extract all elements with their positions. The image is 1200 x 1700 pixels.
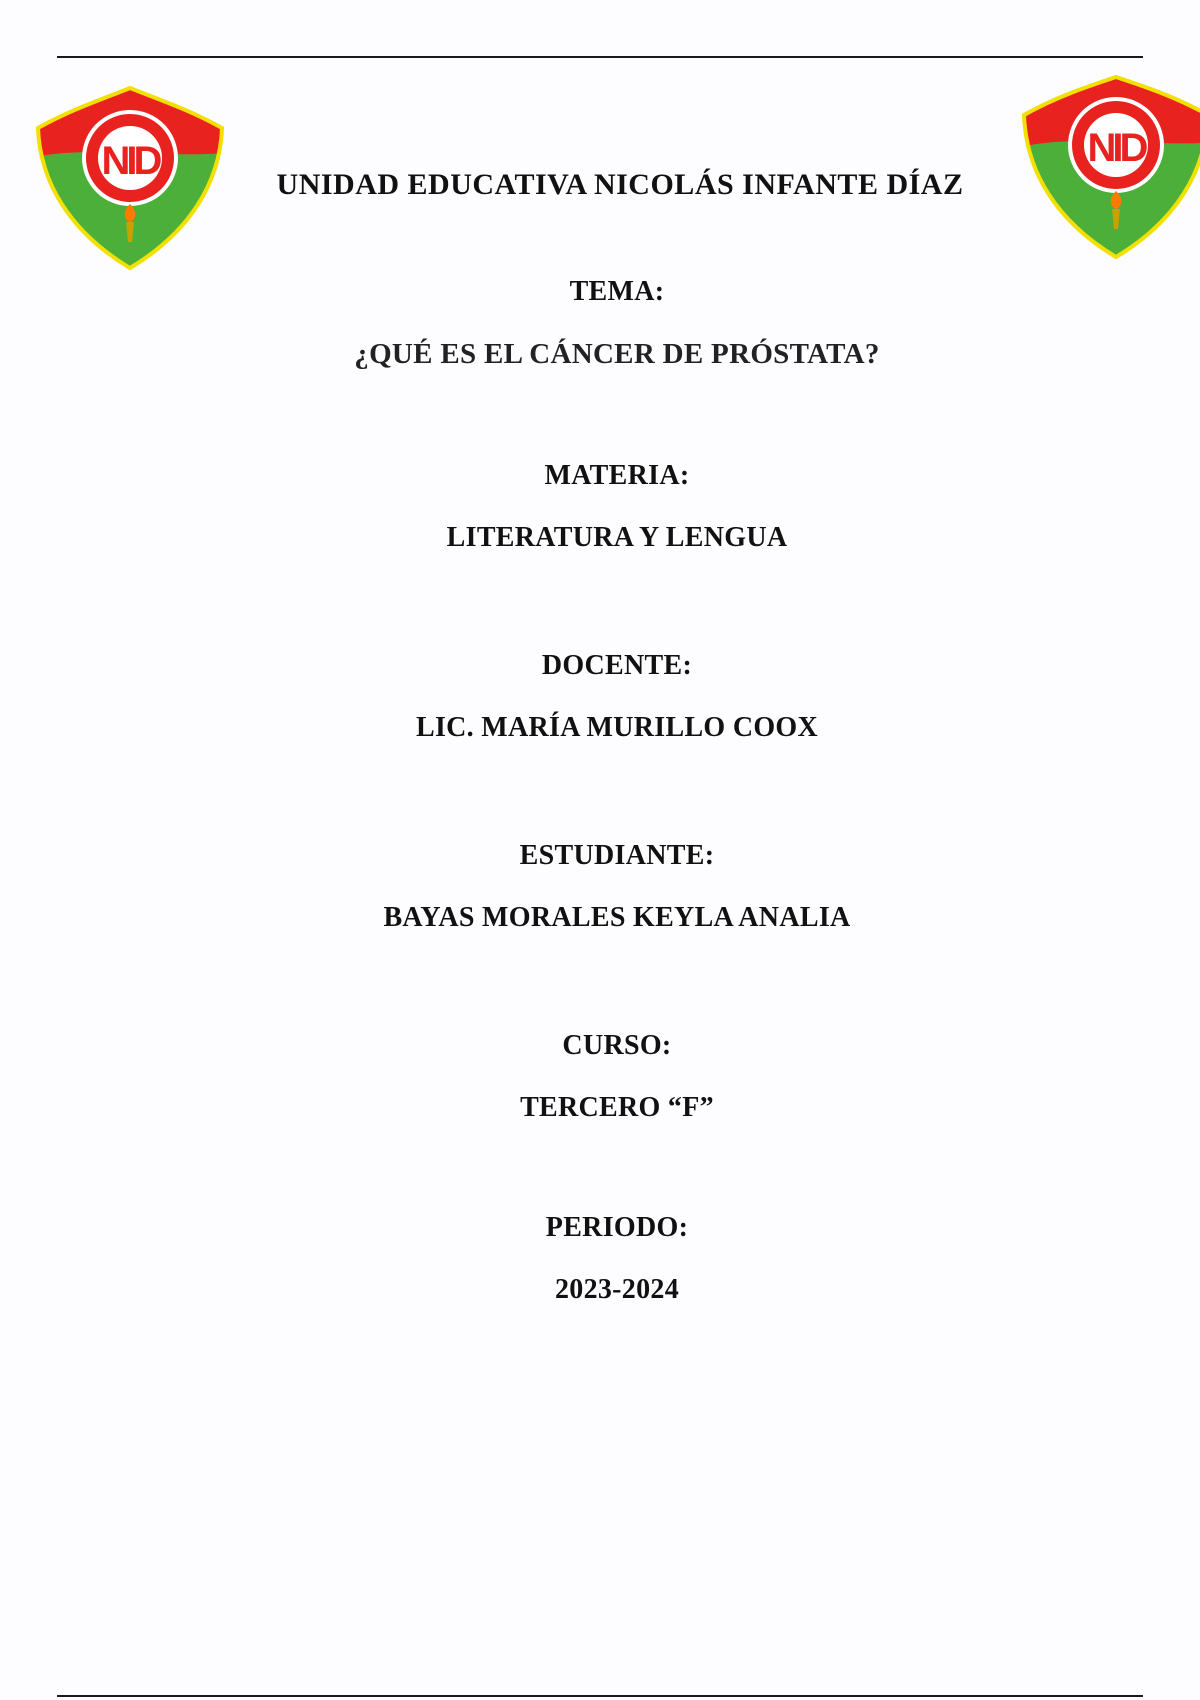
docente-section bbox=[0, 646, 1200, 748]
materia-section bbox=[0, 456, 1200, 558]
docente-label: DOCENTE: bbox=[541, 650, 693, 681]
bottom-rule bbox=[57, 1695, 1143, 1697]
top-rule bbox=[57, 56, 1143, 58]
school-crest-logo bbox=[30, 82, 230, 272]
curso-label: CURSO: bbox=[562, 1030, 672, 1061]
crest-initials-right: NID bbox=[1087, 126, 1145, 170]
crest-initials: NID bbox=[101, 139, 159, 183]
tema-section bbox=[0, 272, 1200, 374]
curso-section bbox=[0, 1026, 1200, 1128]
school-name: UNIDAD EDUCATIVA NICOLÁS INFANTE DÍAZ bbox=[276, 168, 964, 202]
tema-value: ¿QUÉ ES EL CÁNCER DE PRÓSTATA? bbox=[354, 338, 880, 370]
estudiante-section bbox=[0, 836, 1200, 938]
periodo-value: 2023-2024 bbox=[554, 1274, 680, 1305]
docente-value: LIC. MARÍA MURILLO COOX bbox=[415, 712, 819, 743]
school-crest-logo-right bbox=[1020, 75, 1200, 265]
materia-label: MATERIA: bbox=[544, 460, 690, 491]
estudiante-value: BAYAS MORALES KEYLA ANALIA bbox=[383, 902, 851, 933]
tema-label: TEMA: bbox=[569, 276, 665, 307]
materia-value: LITERATURA Y LENGUA bbox=[446, 522, 788, 553]
periodo-section bbox=[0, 1208, 1200, 1310]
estudiante-label: ESTUDIANTE: bbox=[519, 840, 715, 871]
periodo-label: PERIODO: bbox=[545, 1212, 689, 1243]
curso-value: TERCERO “F” bbox=[520, 1092, 714, 1123]
